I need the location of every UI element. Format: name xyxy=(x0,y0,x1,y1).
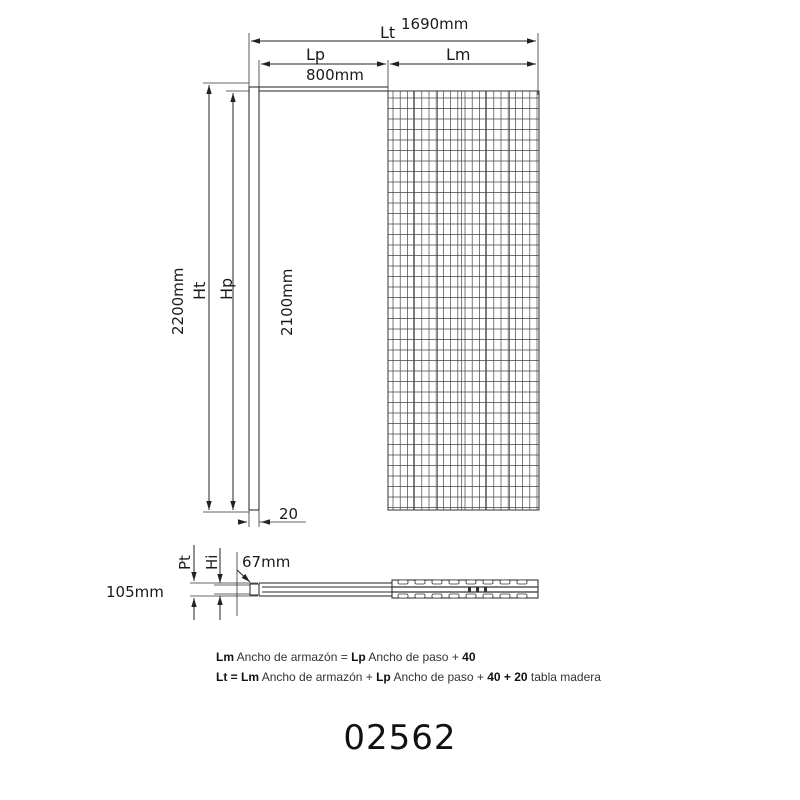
lt-value: 1690mm xyxy=(401,15,469,33)
hi-value: 67mm xyxy=(242,553,291,571)
frame-knuckle xyxy=(415,580,425,584)
frame-knuckle xyxy=(517,580,527,584)
product-code: 02562 xyxy=(343,718,457,758)
frame-section xyxy=(392,580,538,598)
door-outline xyxy=(249,87,388,510)
frame-knuckle xyxy=(466,594,476,598)
frame-knuckle xyxy=(466,580,476,584)
frame-knuckle xyxy=(449,594,459,598)
formula-40: 40 xyxy=(462,650,476,664)
frame-knuckle xyxy=(432,594,442,598)
ht-value: 2200mm xyxy=(169,267,187,335)
lt-label: Lt xyxy=(380,23,396,42)
formula-lm-symbol: Lm xyxy=(216,650,234,664)
pt-label: Pt xyxy=(176,555,194,570)
hp-value: 2100mm xyxy=(278,268,296,336)
frame-knuckle xyxy=(500,594,510,598)
formula-tail: tabla madera xyxy=(527,670,601,684)
mesh-frame xyxy=(388,91,539,510)
formula-lt-lp-symbol: Lp xyxy=(376,670,391,684)
frame-rail-clip xyxy=(484,587,487,592)
formula-lt-symbol: Lt = Lm xyxy=(216,670,260,684)
frame-knuckle xyxy=(432,580,442,584)
plan-section xyxy=(106,545,538,620)
formula-lt-lp-text: Ancho de paso + xyxy=(390,670,488,684)
frame-knuckle xyxy=(483,580,493,584)
frame-knuckle xyxy=(500,580,510,584)
formula-lm xyxy=(216,650,476,664)
formula-lp-symbol: Lp xyxy=(351,650,366,664)
formula-lt xyxy=(216,670,601,684)
height-dimensions xyxy=(169,83,296,512)
frame-knuckle xyxy=(449,580,459,584)
formula-lp-text: Ancho de paso + xyxy=(365,650,463,664)
frame-knuckle xyxy=(415,594,425,598)
lp-label: Lp xyxy=(306,45,326,64)
hi-label: Hi xyxy=(203,554,221,570)
lm-label: Lm xyxy=(446,45,471,64)
ht-label: Ht xyxy=(190,281,209,300)
pt-value: 105mm xyxy=(106,583,164,601)
frame-knuckle xyxy=(398,580,408,584)
frame-rail-clip xyxy=(476,587,479,592)
frame-knuckle xyxy=(398,594,408,598)
formula-lm-text: Ancho de armazón = xyxy=(234,650,352,664)
frame-knuckle xyxy=(483,594,493,598)
frame-rail-clip xyxy=(468,587,471,592)
frame-width-dimension xyxy=(238,505,306,527)
formula-lt-lm-text: Ancho de armazón + xyxy=(259,670,377,684)
frame-width-value: 20 xyxy=(279,505,299,523)
frame-knuckle xyxy=(517,594,527,598)
lt-dimension xyxy=(249,15,538,95)
lp-value: 800mm xyxy=(306,66,364,84)
formula-sum: 40 + 20 xyxy=(487,670,528,684)
hp-label: Hp xyxy=(217,277,236,300)
